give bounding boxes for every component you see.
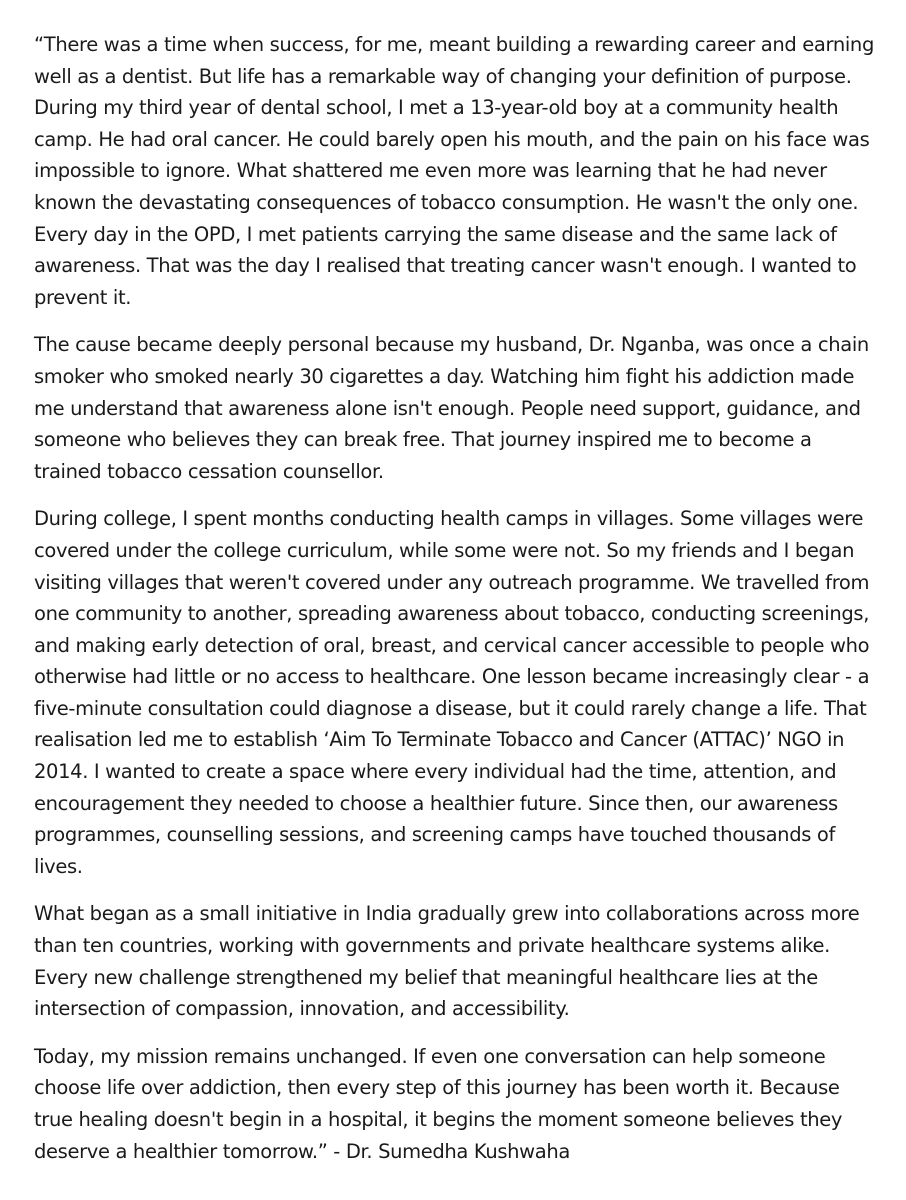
article-body <box>34 29 884 1183</box>
paragraph-origin-story: “There was a time when success, for me, meant building a rewarding career and earning well as a dentist. But life has a remarkable way of changing your definition of purpose. During my third year of dental school, I met a 13-year-old boy at a community health camp. He had oral cancer. He could barely open his mouth, and the pain on his face was impossible to ignore. What shattered me even more was learning that he had never known the devastating consequences of tobacco consumption. He wasn't the only one. Every day in the OPD, I met patients carrying the same disease and the same lack of awareness. That was the day I realised that treating cancer wasn't enough. I wanted to prevent it. <box>34 33 874 309</box>
paragraph-health-camps: During college, I spent months conducting health camps in villages. Some villages were covered under the college curriculum, while some were not. So my friends and I began visiting villages that weren't covered under any outreach programme. We travelled from one community to another, spreading awareness about tobacco, conducting screenings, and making early detection of oral, breast, and cervical cancer accessible to people who otherwise had little or no access to healthcare. One lesson became increasingly clear - a five-minute consultation could diagnose a disease, but it could rarely change a life. That realisation led me to establish ‘Aim To Terminate Tobacco and Cancer (ATTAC)’ NGO in 2014. I wanted to create a space where every individual had the time, attention, and encouragement they needed to choose a healthier future. Since then, our awareness programmes, counselling sessions, and screening camps have touched thousands of lives. <box>34 507 870 878</box>
paragraph-mission-signature: Today, my mission remains unchanged. If even one conversation can help someone choose life over addiction, then every step of this journey has been worth it. Because true healing doesn't begin in a hospital, it begins the moment someone believes they deserve a healthier tomorrow.” - Dr. Sumedha Kushwaha <box>34 1044 843 1163</box>
paragraph-global-collaborations: What began as a small initiative in India gradually grew into collaborations across more than ten countries, working with governments and private healthcare systems alike. Every new challenge strengthened my belief that meaningful healthcare lies at the intersection of compassion, innovation, and accessibility. <box>34 902 860 1021</box>
paragraph-personal-cause: The cause became deeply personal because my husband, Dr. Nganba, was once a chain smoker who smoked nearly 30 cigarettes a day. Watching him fight his addiction made me understand that awareness alone isn't enough. People need support, guidance, and someone who believes they can break free. That journey inspired me to become a trained tobacco cessation counsellor. <box>34 333 869 483</box>
